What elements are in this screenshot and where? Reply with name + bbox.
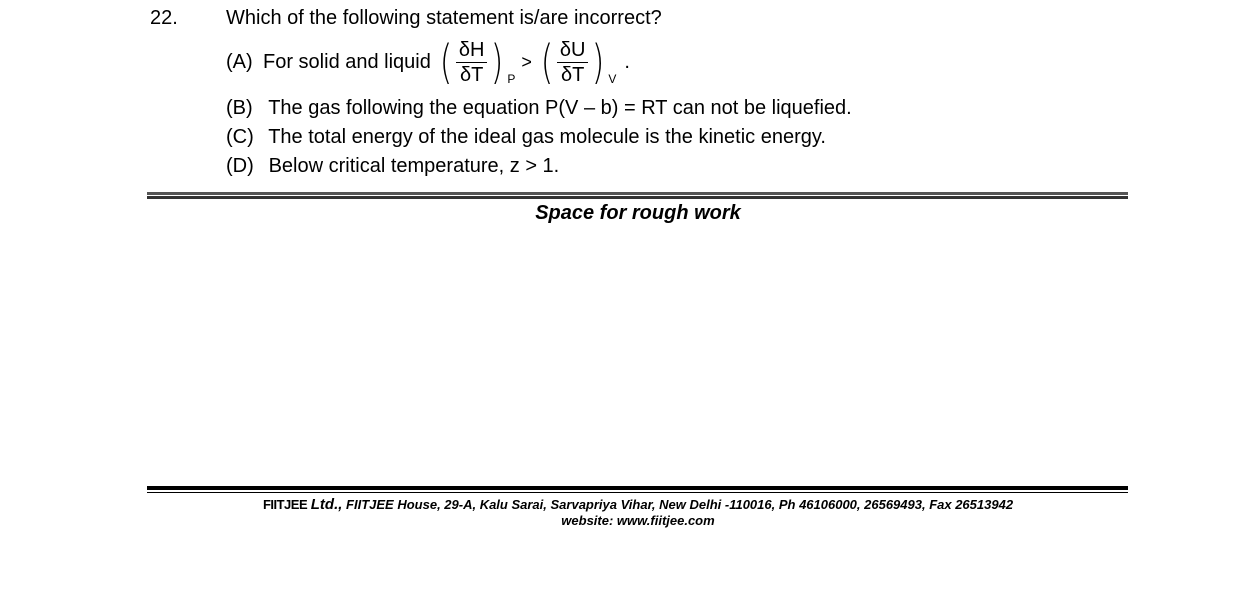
right-paren: ): [592, 35, 605, 89]
left-paren: (: [540, 35, 554, 89]
subscript-p: P: [507, 71, 516, 86]
option-d: [226, 155, 559, 178]
left-paren: (: [439, 35, 453, 89]
option-c-text: The total energy of the ideal gas molecule is the kinetic energy.: [268, 126, 826, 148]
question-number: 22.: [150, 7, 178, 29]
option-c-label: (C): [226, 126, 254, 148]
period: .: [624, 50, 630, 73]
fraction-denominator: δT: [459, 63, 484, 86]
footer-ltd: Ltd.,: [310, 496, 343, 513]
footer-address-line: [0, 496, 1238, 513]
option-d-text: Below critical temperature, z > 1.: [268, 155, 560, 177]
divider-footer: [147, 486, 1128, 490]
subscript-v: V: [608, 71, 617, 86]
option-b-text: The gas following the equation P(V – b) = RT can not be liquefied.: [268, 97, 852, 119]
divider-footer-thin: [147, 492, 1128, 493]
option-a-label: (A): [226, 50, 253, 73]
option-d-label: (D): [226, 155, 254, 177]
right-paren: ): [491, 35, 504, 89]
fraction-du-dt: [557, 39, 589, 86]
option-b: [226, 97, 852, 120]
divider-top: [147, 192, 1128, 195]
footer-website: website: www.fiitjee.com: [561, 513, 715, 528]
option-a: [226, 34, 630, 90]
divider-top-second: [147, 196, 1128, 199]
fraction-dh-dt: [456, 39, 488, 86]
fraction-numerator: δH: [456, 39, 488, 63]
rough-work-heading: Space for rough work: [535, 202, 741, 224]
partial-derivative-internal-energy: [538, 35, 617, 89]
partial-derivative-enthalpy: [437, 35, 516, 89]
option-a-text: For solid and liquid: [263, 50, 431, 73]
greater-than-operator: >: [521, 51, 532, 72]
fraction-denominator: δT: [560, 63, 585, 86]
fraction-numerator: δU: [557, 39, 589, 63]
footer-address: FIITJEE House, 29-A, Kalu Sarai, Sarvapriya Vihar, New Delhi -110016, Ph 46106000, 26569493, Fax 26513942: [346, 497, 1014, 512]
footer-brand: FIITJEE: [262, 497, 308, 512]
question-text: Which of the following statement is/are incorrect?: [226, 7, 662, 29]
option-b-label: (B): [226, 97, 253, 119]
option-c: [226, 126, 826, 149]
